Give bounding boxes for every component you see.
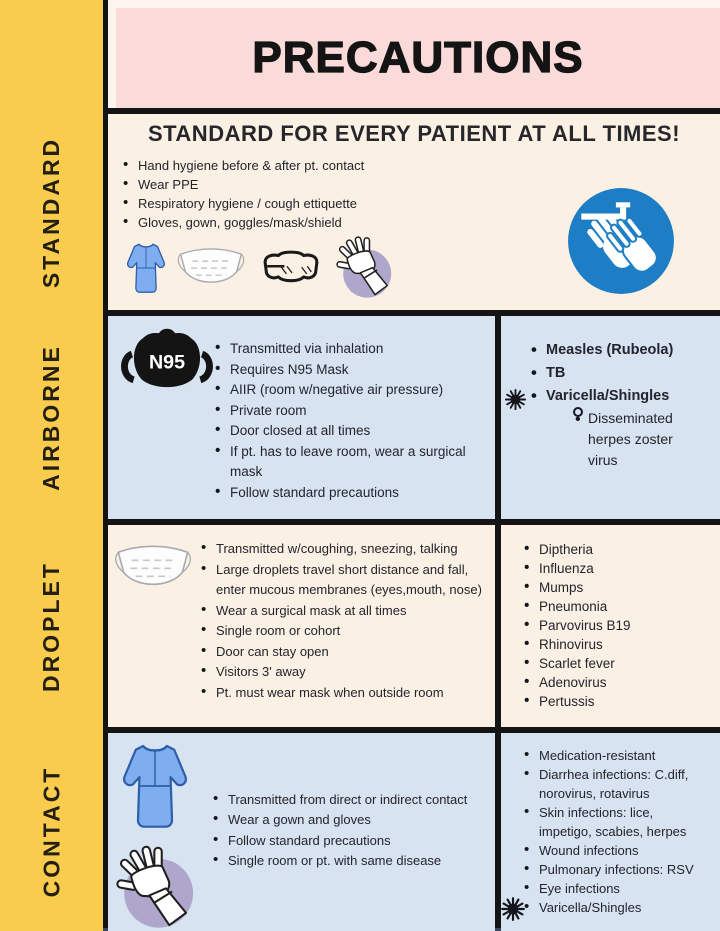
title-banner bbox=[116, 8, 720, 108]
list-item: • Wear PPE bbox=[122, 175, 482, 194]
list-item: • Transmitted from direct or indirect contact bbox=[212, 790, 492, 810]
list-item: • Diarrhea infections: C.diff, norovirus, rotavirus bbox=[523, 765, 705, 803]
airborne-disease-list bbox=[530, 341, 710, 475]
list-item: • Wear a surgical mask at all times bbox=[200, 601, 484, 622]
n95-label: N95 bbox=[148, 351, 186, 374]
sidebar-label-text: CONTACT bbox=[38, 765, 65, 897]
surgical-mask-icon bbox=[113, 538, 193, 596]
list-item: • Pt. must wear mask when outside room bbox=[200, 683, 484, 704]
list-item bbox=[530, 387, 710, 471]
droplet-disease-list bbox=[523, 540, 708, 711]
contact-disease-list bbox=[523, 746, 705, 917]
list-item: • AIIR (room w/negative air pressure) bbox=[214, 380, 476, 401]
surgical-mask-icon bbox=[176, 242, 246, 292]
contact-bullet-list bbox=[212, 790, 492, 871]
virus-icon bbox=[500, 896, 526, 922]
virus-icon bbox=[504, 388, 527, 411]
list-item: • Measles (Rubeola) bbox=[530, 341, 710, 360]
goggles-icon bbox=[258, 240, 324, 294]
sidebar-label-contact bbox=[0, 731, 103, 931]
list-item: • Door closed at all times bbox=[214, 421, 476, 442]
list-item: • Parvovirus B19 bbox=[523, 616, 708, 635]
gown-icon bbox=[124, 236, 168, 300]
sidebar-label-airborne bbox=[0, 317, 103, 517]
list-item: • Transmitted w/coughing, sneezing, talking bbox=[200, 539, 484, 560]
list-item: • Diptheria bbox=[523, 540, 708, 559]
list-item: • If pt. has to leave room, wear a surgical mask bbox=[214, 442, 476, 483]
list-item: • Follow standard precautions bbox=[212, 831, 492, 851]
list-item: • Scarlet fever bbox=[523, 654, 708, 673]
list-item: • Medication-resistant bbox=[523, 746, 705, 765]
list-item: • Gloves, gown, goggles/mask/shield bbox=[122, 213, 482, 232]
list-item: • Skin infections: lice, impetigo, scabies, herpes bbox=[523, 803, 705, 841]
sidebar-label-text: STANDARD bbox=[38, 136, 64, 288]
list-item: • Mumps bbox=[523, 578, 708, 597]
standard-heading: STANDARD FOR EVERY PATIENT AT ALL TIMES! bbox=[147, 121, 681, 146]
list-item: • Pneumonia bbox=[523, 597, 708, 616]
list-item: • Rhinovirus bbox=[523, 635, 708, 654]
list-item: • Influenza bbox=[523, 559, 708, 578]
sidebar-label-text: AIRBORNE bbox=[38, 343, 65, 491]
list-item: • Hand hygiene before & after pt. contact bbox=[122, 156, 482, 175]
glove-icon bbox=[116, 840, 198, 931]
n95-mask-icon bbox=[120, 320, 214, 408]
sidebar-label-text: DROPLET bbox=[38, 560, 65, 692]
handwashing-icon bbox=[565, 185, 677, 297]
list-item: • Single room or pt. with same disease bbox=[212, 851, 492, 871]
list-item: • Wound infections bbox=[523, 841, 705, 860]
list-item: • Pulmonary infections: RSV bbox=[523, 860, 705, 879]
list-item: • Pertussis bbox=[523, 692, 708, 711]
list-item: • Single room or cohort bbox=[200, 621, 484, 642]
airborne-bullet-list bbox=[214, 339, 476, 503]
standard-bullet-list bbox=[122, 156, 482, 232]
list-item: • Disseminated herpes zoster virus bbox=[572, 408, 697, 471]
droplet-bullet-list bbox=[200, 539, 484, 703]
list-item: • Transmitted via inhalation bbox=[214, 339, 476, 360]
list-item: • Adenovirus bbox=[523, 673, 708, 692]
sidebar-label-droplet bbox=[0, 526, 103, 726]
list-item: • Respiratory hygiene / cough ettiquette bbox=[122, 194, 482, 213]
list-item: • TB bbox=[530, 364, 710, 383]
list-item: • Varicella/Shingles bbox=[523, 898, 705, 917]
airborne-sub-list bbox=[572, 408, 697, 471]
list-item: • Eye infections bbox=[523, 879, 705, 898]
gown-icon bbox=[118, 738, 192, 834]
list-item: • Requires N95 Mask bbox=[214, 360, 476, 381]
page-title: PRECAUTIONS bbox=[252, 33, 584, 82]
list-item: • Follow standard precautions bbox=[214, 483, 476, 504]
sidebar-label-standard bbox=[0, 112, 103, 312]
disease-label: Varicella/Shingles bbox=[546, 388, 670, 404]
list-item: • Large droplets travel short distance and fall, enter mucous membranes (eyes,mouth, nose) bbox=[200, 560, 484, 601]
list-item: • Visitors 3' away bbox=[200, 662, 484, 683]
list-item: • Door can stay open bbox=[200, 642, 484, 663]
glove-icon bbox=[336, 232, 396, 302]
list-item: • Wear a gown and gloves bbox=[212, 810, 492, 830]
list-item: • Private room bbox=[214, 401, 476, 422]
